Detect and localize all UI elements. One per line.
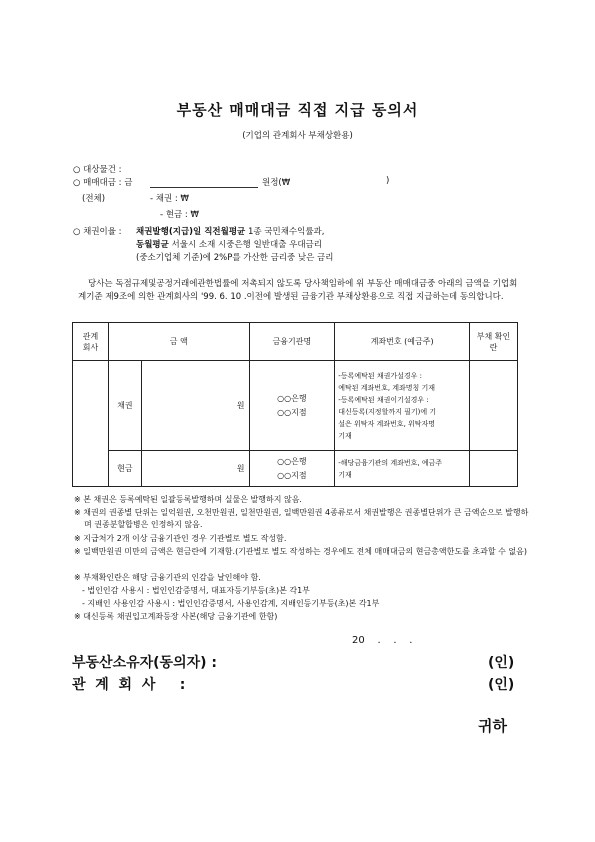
rate-line-2-bold: 동월평균 xyxy=(136,240,169,250)
breakdown-label: (전체) xyxy=(82,194,106,204)
payment-table xyxy=(72,322,518,487)
table-row-cash xyxy=(73,451,518,487)
date-line: 20 . . . xyxy=(352,635,413,646)
bond-account-line: 예탁된 계좌번호, 계좌명칭 기재 xyxy=(338,383,436,392)
bond-account-cell xyxy=(335,361,470,451)
bond-confirm-cell xyxy=(470,361,518,451)
header-account: 계좌번호 (예금주) xyxy=(335,323,470,361)
header-related-company: 관계회사 xyxy=(73,323,109,361)
bond-bank-name: ○○은행 xyxy=(277,393,307,403)
price-label: ○ 매매대금 : 금 xyxy=(73,178,133,188)
bond-account-line: -등록예탁된 채권가설경우 : xyxy=(338,371,422,380)
price-close: ) xyxy=(386,176,390,186)
cash-branch-name: ○○지점 xyxy=(277,470,307,480)
rate-line-1 xyxy=(136,225,324,237)
rate-line-3: (중소기업체 기준)에 2%P를 가산한 금리중 낮은 금리 xyxy=(136,253,334,263)
company-label: 관 계 회 사 : xyxy=(72,677,186,693)
table-row-bond xyxy=(73,361,518,451)
bond-row-label: 채권 xyxy=(108,361,141,451)
note-item: ※ 채권의 권종별 단위는 일억원권, 오천만원권, 일천만원권, 일백만원권 4종류로서 채권발행은 권종별단위가 큰 금액순으로 발행하며 권종분할합병은 인정하지 않음. xyxy=(74,508,529,529)
cash-row-label: 현금 xyxy=(108,451,141,487)
bond-account-line: 대신등록(지정할까지 필기)에 기 xyxy=(338,407,437,416)
cash-amount-unit: 원 xyxy=(141,451,249,487)
table-header-row xyxy=(73,323,518,361)
related-company-cell xyxy=(73,361,109,487)
note-item: ※ 본 채권은 등록예탁된 일괄등록발행하며 실물은 발행하지 않음. xyxy=(74,495,302,504)
bond-bank-cell xyxy=(249,361,335,451)
price-underline xyxy=(150,187,258,188)
bond-branch-name: ○○지점 xyxy=(277,407,307,417)
cash-account-line: 기재 xyxy=(338,470,352,479)
note-item: ※ 대신등록 채권입고계좌등장 사본(해당 금융기관에 한함) xyxy=(74,612,278,621)
cash-confirm-cell xyxy=(470,451,518,487)
owner-seal: (인) xyxy=(488,655,515,671)
cash-bank-cell xyxy=(249,451,335,487)
target-label: ○ 대상물건 : xyxy=(73,165,122,175)
note-item: ※ 지급처가 2개 이상 금융기관인 경우 기관별로 별도 작성함. xyxy=(74,534,287,543)
document-subtitle: (기업의 관계회사 부채상환용) xyxy=(242,131,353,141)
header-amount: 금 액 xyxy=(108,323,249,361)
rate-label: ○ 채권이율 : xyxy=(73,227,122,237)
bond-account-line: -등록예탁된 채권이기설경우 : xyxy=(338,395,429,404)
document-title: 부동산 매매대금 직접 지급 동의서 xyxy=(176,101,419,119)
rate-line-1-bold: 채권발행(지급)일 직전월평균 xyxy=(136,227,246,237)
note-item: ※ 부채확인란은 해당 금융기관의 인감을 날인해야 함. xyxy=(74,573,261,582)
note-item: - 법인인감 사용시 : 법인인감증명서, 대표자등기부등(초)본 각1부 xyxy=(82,586,310,595)
bond-account-line: 기재 xyxy=(338,431,352,440)
consent-paragraph: 당사는 독점규제및공정거래에관한법률에 저촉되지 않도록 당사책임하에 위 부동산 매매대금중 아래의 금액을 기업회계기준 제9조에 의한 관계회사의 '99. 6. 10 .이전에 발생된 금융기관 부채상환용으로 직접 지급하는데 동의합니다. xyxy=(78,279,518,302)
rate-line-2 xyxy=(136,238,322,250)
cash-account-cell xyxy=(335,451,470,487)
bond-amount-label: - 채권 : ₩ xyxy=(150,194,189,204)
header-bank: 금융기관명 xyxy=(249,323,335,361)
bond-amount-unit: 원 xyxy=(141,361,249,451)
rate-line-2-rest: 서울시 소재 시중은행 일반대출 우대금리 xyxy=(168,240,322,250)
note-item: - 지배인 사용인감 사용시 : 법인인감증명서, 사용인감계, 지배인등기부등(초)본 각1부 xyxy=(82,599,380,608)
rate-line-1-rest: 1종 국민채수익률과, xyxy=(245,227,325,237)
company-seal: (인) xyxy=(488,677,515,693)
bond-account-line: 설은 위탁자 계좌번호, 위탁자명 xyxy=(338,419,436,428)
note-item: ※ 일백만원권 미만의 금액은 현금란에 기재함.(기관별로 별도 작성하는 경우에도 전체 매매대금의 현금총액한도를 초과할 수 없음) xyxy=(74,547,527,556)
cash-bank-name: ○○은행 xyxy=(277,456,307,466)
cash-amount-label: - 현금 : ₩ xyxy=(160,210,199,220)
header-confirm: 부채 확인란 xyxy=(470,323,518,361)
price-won: 원정(₩ xyxy=(262,178,291,188)
cash-account-line: -해당금융기관의 계좌번호, 예금주 xyxy=(338,458,443,467)
owner-label: 부동산소유자(동의자) : xyxy=(72,655,217,671)
closing-text: 귀하 xyxy=(478,717,507,735)
